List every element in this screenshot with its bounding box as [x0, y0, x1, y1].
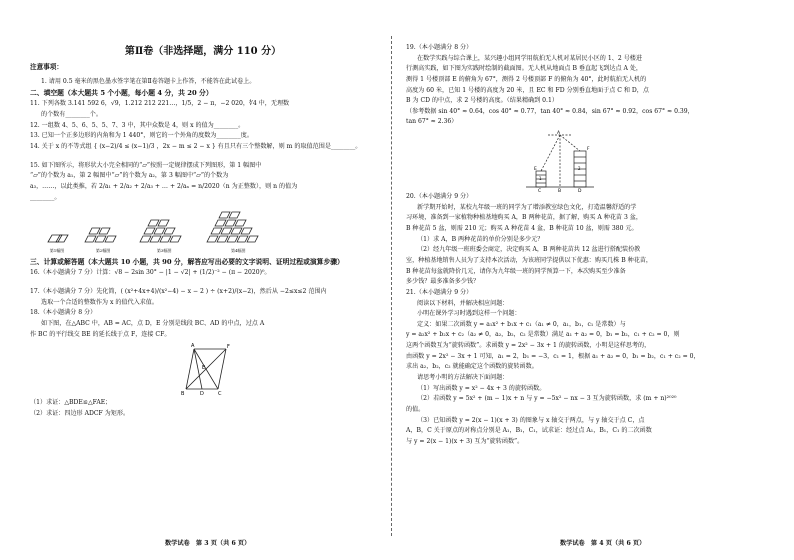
question-21-part3-line3: 与 y = 2(x − 1)(x + 3) 互为“旋转函数”。 [406, 437, 524, 445]
pattern-fig-3 [136, 214, 192, 254]
question-21-line4: y = a₂x² + b₂x + c₂（a₂ ≠ 0，a₂，b₂，c₂ 是常数）满足 a₁ + a₂ = 0，b₁ = b₂，c₁ + c₂ = 0，则 [406, 331, 680, 339]
question-15-line1: 15. 如下图所示，将形状大小完全相同的“▱”按照一定规律摆成下列图形，第 1 幅图中 [30, 161, 262, 169]
question-21-part2-line2: 的值。 [406, 405, 425, 413]
note-1: 1. 请用 0.5 毫米的黑色墨水签字笔在第Ⅱ卷答题卡上作答，不能答在此试卷上。 [41, 77, 256, 85]
paper-title: 第Ⅱ卷（非选择题，满分 110 分） [124, 46, 282, 57]
question-21-part3-line2: A，B，C 关于原点的对称点分别是 A₁，B₁，C₁，试求证：经过点 A₁，B₁，C₁ 的二次函数 [406, 427, 652, 435]
tri-label-d: D [200, 391, 204, 398]
question-15-line4: ________。 [30, 193, 61, 201]
notes-heading: 注意事项： [30, 63, 63, 71]
question-18-line2: 作 BC 的平行线交 BE 的延长线于点 F，连接 CF。 [30, 330, 171, 338]
question-20-part2-line3: B 种花苗每盆就降价几元，请你为九年级一班的同学预算一下，本次购买至少准备 [406, 267, 626, 275]
question-20-line1: 新学期开始时，某校九年级一班的同学为了增添教室绿色文化，打造温馨舒适的学 [417, 203, 637, 211]
question-21-part2-line1: （2）若函数 y = 5x² + (m − 1)x + n 与 y = −5x² − nx − 3 互为旋转函数，求 (m + n)²⁰²⁰ [417, 395, 677, 403]
question-19-line2: 行测高实践，如下图为实践时绘制的截面图。无人机从地面点 B 垂直起飞到达点 A 处， [406, 65, 643, 73]
question-13: 13. 已知一个正多边形的内角和为 1 440°，则它的一个外角的度数为________度。 [30, 132, 253, 140]
question-19-reference-2: tan 67° ≈ 2.36） [406, 118, 458, 126]
tri-label-e: E [202, 365, 206, 372]
question-14: 14. 关于 x 的不等式组 { (x−2)/4 ≤ (x−1)/3 ，2x − m ≤ 2 − x } 有且只有三个整数解，则 m 的取值范围是________。 [30, 142, 362, 150]
question-21-part3-line1: （3）已知函数 y = 2(x − 1)(x + 3) 的图象与 x 轴交于两点，与 y 轴交于点 C，点 [417, 416, 645, 424]
pattern-fig-4-drawing [203, 206, 273, 244]
question-17-line2: 选取一个合适的整数作为 x 的值代入求值。 [41, 298, 158, 306]
fig-label-f: F [587, 147, 590, 153]
question-18-part1: （1）求证：△BDE≌△FAE； [30, 399, 112, 407]
page-4-footer: 数学试卷 第 4 页（共 6 页） [560, 540, 646, 547]
question-19-line4: 高度为 60 米，已知 1 号楼的高度为 20 米，且 EC 和 FD 分别垂直地面于点 C 和 D，点 [406, 86, 649, 94]
pattern-fig-4 [203, 206, 273, 254]
fig-label-b: B [558, 189, 562, 195]
question-21-line7: 求出 a₂，b₂，c₂ 就能确定这个函数的旋转函数。 [406, 363, 538, 371]
question-19-line3: 测得 1 号楼顶部 E 的俯角为 67°，测得 2 号楼顶部 F 的俯角为 40°，此时航拍无人机的 [406, 75, 647, 83]
section-solve-title: 三、计算或解答题（本大题共 10 小题，共 90 分，解答应写出必要的文字说明、证明过程或演算步骤） [30, 258, 344, 267]
question-19-heading: 19.（本小题满分 8 分） [406, 44, 473, 51]
question-12: 12. 一组数 4、5、6、5、5、7、3 中，其中众数是 4，则 x 的值为________。 [30, 121, 245, 129]
question-20-part1: （1）求 A，B 两种花苗的单价分别是多少元？ [417, 235, 544, 243]
question-19-reference-1: （参考数据 sin 40° ≈ 0.64，cos 40° ≈ 0.77，tan 40° ≈ 0.84，sin 67° ≈ 0.92，cos 67° ≈ 0.39， [406, 107, 694, 115]
pattern-fig-2-label: 第2幅图 [95, 248, 111, 254]
question-20-heading: 20.（本小题满分 9 分） [406, 193, 473, 201]
tri-label-a: A [191, 343, 195, 350]
fig-label-a: A [557, 131, 561, 137]
fig-label-building-1: 1 [539, 176, 542, 182]
drone-buildings-figure [524, 129, 604, 195]
question-18-part2: （2）求证：四边形 ADCF 为矩形。 [30, 409, 130, 417]
pattern-fig-2 [81, 222, 125, 254]
question-20-part2-line2: 室，种植基地销售人员为了支持本次活动，为该班同学提供以下优惠：购买几株 B 种花苗， [406, 256, 653, 264]
tri-label-f: F [227, 344, 230, 351]
question-19-line5: B 为 CD 的中点，求 2 号楼的高度。（结果精确到 0.1） [406, 97, 558, 105]
question-21-line2: 小明在课外学习时遇到这样一个问题： [417, 310, 521, 318]
question-17-line1: 17.（本小题满分 7 分）先化简，( (x²+4x+4)/(x²−4) − x − 2 ) ÷ (x+2)/(x−2)，然后从 −2≤x≤2 范围内 [30, 287, 327, 295]
fig-label-c: C [538, 189, 542, 195]
question-11-line2: 的个数有________个。 [41, 111, 102, 119]
pattern-fig-3-label: 第3幅图 [156, 248, 172, 254]
question-21-part1: （1）写出函数 y = x² − 4x + 3 的旋转函数。 [417, 384, 546, 392]
question-21-line3: 定义：如果二次函数 y = a₁x² + b₁x + c₁（a₁ ≠ 0，a₁，b₁，c₁ 是常数）与 [417, 320, 626, 328]
fig-label-building-2: 2 [578, 166, 581, 172]
question-11-line1: 11. 下列各数 3.141 592 6，√9，1.212 212 221…，1/5，2 − π，−2 020，∜4 中，无理数 [30, 100, 290, 108]
question-15-line3: a₃，……，以此类推，若 2/a₁ + 2/a₂ + 2/a₃ + … + 2/aₙ = n/2020（n 为正整数），则 n 的值为 [30, 182, 298, 190]
pattern-fig-2-drawing [81, 222, 125, 244]
page-divider [391, 36, 392, 536]
section-fill-blank-title: 二、填空题（本大题共 5 个小题，每小题 4 分，共 20 分） [30, 89, 213, 98]
pattern-fig-1-label: 第1幅图 [49, 248, 65, 254]
pattern-fig-1 [44, 229, 70, 254]
question-16: 16.（本小题满分 7 分）计算：√8 − 2sin 30° − |1 − √2| + (1/2)⁻² − (π − 2020)⁰。 [30, 269, 271, 277]
question-20-line2: 习环境，准备到一家植物种植基地购买 A，B 两种花苗，据了解，购买 A 种花苗 3 盆， [406, 214, 642, 222]
page-3-footer: 数学试卷 第 3 页（共 6 页） [165, 540, 251, 547]
question-21-line5: 这两个函数互为“旋转函数”。求函数 y = 2x² − 3x + 1 的旋转函数，小明是这样思考的， [406, 342, 651, 350]
page-3 [0, 0, 386, 560]
tri-label-c: C [218, 391, 222, 398]
fig-label-e: E [534, 167, 537, 173]
question-20-line3: B 种花苗 5 盆，则需 210 元；购买 A 种花苗 4 盆，B 种花苗 10 盆，则需 380 元。 [406, 225, 638, 233]
question-20-part2-line1: （2）经九年级一班班委会商定，决定购买 A，B 两种花苗共 12 盆进行搭配装扮教 [417, 246, 641, 254]
parallelogram-pattern-figure [44, 206, 376, 254]
question-19-line1: 在数学实践与综合课上，某兴趣小组同学用航拍无人机对某居民小区的 1、2 号楼进 [417, 54, 642, 62]
question-21-line6: 由函数 y = 2x² − 3x + 1 可知，a₁ = 2，b₁ = −3，c₁ = 1，根据 a₁ + a₂ = 0，b₁ = b₂，c₁ + c₂ = 0， [406, 352, 700, 360]
question-21-line1: 阅读以下材料，并解决相应问题： [417, 299, 509, 307]
tri-label-b: B [181, 391, 185, 398]
question-15-line2: “▱”的个数为 a₁，第 2 幅图中“▱”的个数为 a₂，第 3 幅图中“▱”的个数为 [30, 172, 229, 180]
pattern-fig-1-drawing [44, 230, 70, 244]
question-21-line8: 请思考小明的方法解决下面问题： [417, 374, 509, 382]
question-18-line1: 如下图，在△ABC 中，AB = AC，点 D，E 分别是线段 BC、AD 的中点，过点 A [41, 319, 265, 327]
question-20-part2-line4: 多少钱？最多准备多少钱？ [406, 278, 480, 286]
triangle-figure [180, 341, 250, 397]
pattern-fig-3-drawing [136, 214, 192, 244]
pattern-fig-4-label: 第4幅图 [231, 248, 246, 254]
page-4 [398, 0, 784, 560]
fig-label-d: D [578, 189, 582, 195]
question-18-heading: 18.（本小题满分 8 分） [30, 309, 97, 317]
question-21-heading: 21.（本小题满分 9 分） [406, 288, 473, 296]
